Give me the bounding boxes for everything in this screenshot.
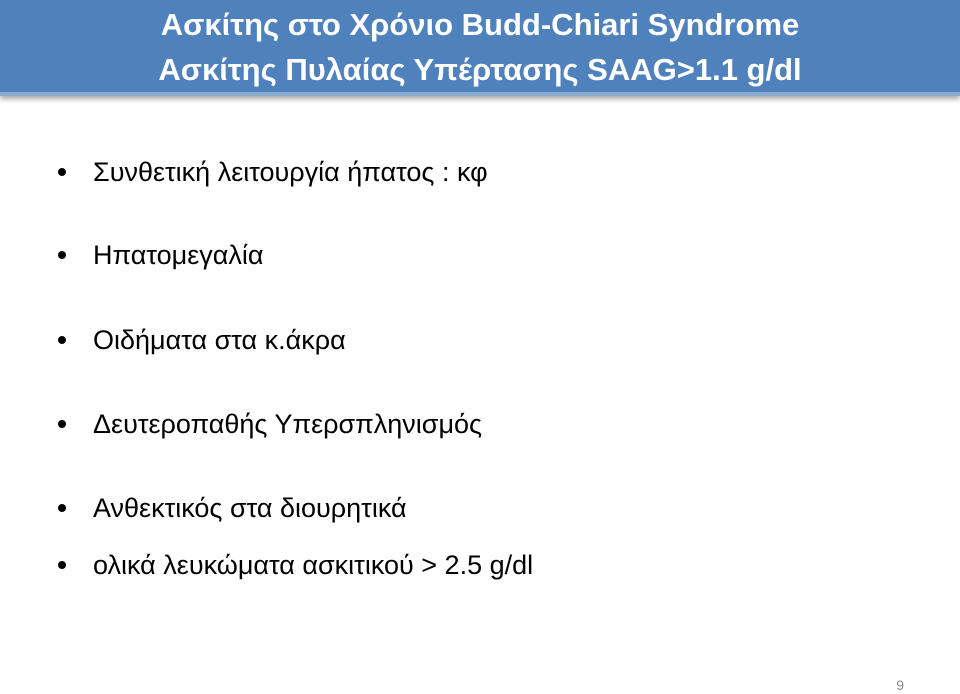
bullet-item	[58, 322, 346, 358]
bullet-dot-icon	[58, 420, 66, 428]
bullet-item	[58, 154, 488, 190]
page-number: 9	[896, 677, 904, 693]
bullet-item	[58, 547, 533, 583]
bullet-text: Συνθετική λειτουργία ήπατος : κφ	[93, 156, 488, 187]
bullet-text: Ηπατομεγαλία	[93, 239, 264, 270]
bullet-text: Ανθεκτικός στα διουρητικά	[93, 492, 407, 523]
slide-title-line-2: Ασκίτης Πυλαίας Υπέρτασης SAAG>1.1 g/dl	[158, 52, 802, 87]
bullet-text: Δευτεροπαθής Υπερσπληνισμός	[93, 408, 483, 439]
bullet-text: Οιδήματα στα κ.άκρα	[93, 324, 346, 355]
bullet-dot-icon	[58, 251, 66, 259]
bullet-dot-icon	[58, 336, 66, 344]
bullet-item	[58, 406, 482, 442]
bullet-text: ολικά λευκώματα ασκιτικού > 2.5 g/dl	[93, 549, 534, 580]
bullet-item	[58, 237, 263, 273]
bullet-dot-icon	[58, 561, 66, 569]
bullet-dot-icon	[58, 168, 66, 176]
bullet-item	[58, 490, 407, 526]
bullet-dot-icon	[58, 504, 66, 512]
slide-title-line-1: Ασκίτης στο Χρόνιο Budd-Chiari Syndrome	[160, 7, 800, 42]
